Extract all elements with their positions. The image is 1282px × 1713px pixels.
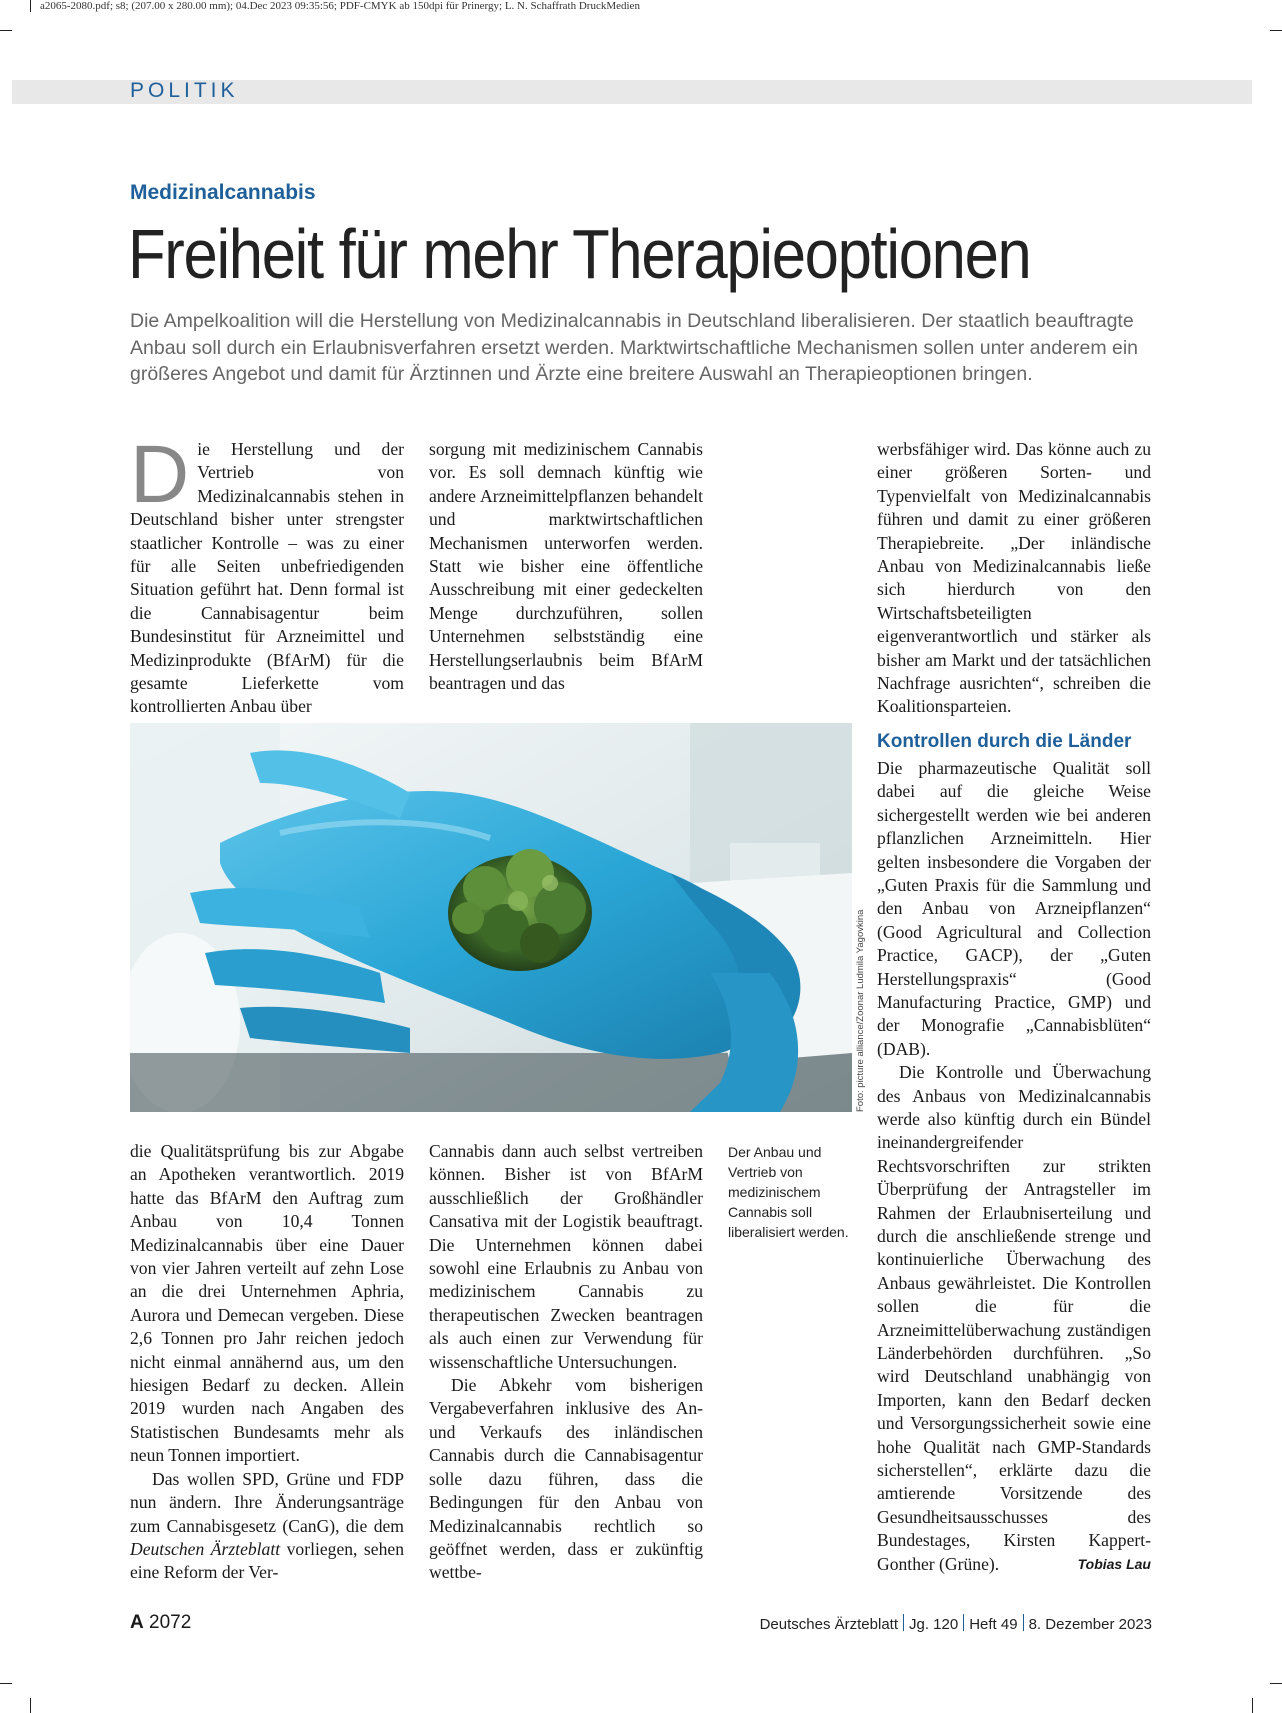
gloved-hand-cannabis-image xyxy=(130,723,852,1112)
print-slug: a2065-2080.pdf; s8; (207.00 x 280.00 mm); 04.Dec 2023 09:35:56; PDF-CMYK ab 150dpi für Prinergy; L. N. Schaffrath DruckMedien xyxy=(40,0,640,12)
crop-mark xyxy=(1252,1698,1253,1713)
journal-issue: Heft 49 xyxy=(969,1616,1018,1633)
column-2-top xyxy=(429,438,703,695)
crop-mark xyxy=(0,1683,12,1684)
page-number-value: 2072 xyxy=(149,1612,192,1633)
footer-separator xyxy=(1023,1614,1024,1631)
article-kicker: Medizinalcannabis xyxy=(130,181,316,204)
crop-mark xyxy=(30,0,31,12)
body-text: Das wollen SPD, Grüne und FDP nun ändern. Ihre Änderungsanträge zum Cannabisgesetz (CanG), die dem xyxy=(130,1468,404,1536)
section-label: POLITIK xyxy=(130,79,239,102)
photo-credit: Foto: picture alliance/Zoonar Ludmila Yagovkina xyxy=(855,909,866,1112)
body-paragraph: werbsfähiger wird. Das könne auch zu einer größeren Sorten- und Typenvielfalt von Medizinalcannabis führen und damit zu einer größeren Therapiebreite. „Der inländische Anbau von Medizinalcannabis ließe sich hierdurch von den Wirtschaftsbeteiligten eigenverantwortlich und stärker als bisher am Markt und der tatsächlichen Nachfrage ausrichten“, schreiben die Koalitionsparteien. xyxy=(877,439,1151,717)
issue-date: 8. Dezember 2023 xyxy=(1028,1616,1152,1633)
body-paragraph: Die pharmazeutische Qualität soll dabei auf die gleiche Weise sichergestellt werden wie bei anderen pflanzlichen Arzneimitteln. Hier gelten insbesondere die Vorgaben der „Guten Praxis für die Sammlung und den Anbau von Arzneipflanzen“ (Good Agricultural and Collection Practice, GACP), der „Guten Herstellungspraxis“ (Good Manufacturing Practice, GMP) und der Monografie „Cannabisblüten“ (DAB). xyxy=(877,757,1151,1059)
body-paragraph: die Qualitätsprüfung bis zur Abgabe an Apotheken verantwortlich. 2019 hatte das BfArM den Auftrag zum Anbau von 10,4 Tonnen Medizinalcannabis über eine Dauer von vier Jahren verteilt auf zehn Lose an die drei Unternehmen Aphria, Aurora und Demecan vergeben. Diese 2,6 Tonnen pro Jahr reichen jedoch nicht einmal annähernd aus, um den hiesigen Bedarf zu decken. Allein 2019 wurden nach Angaben des Statistischen Bundesamts mehr als neun Tonnen importiert. xyxy=(130,1141,404,1466)
journal-volume: Jg. 120 xyxy=(909,1616,959,1633)
body-paragraph xyxy=(130,1468,404,1585)
footer-separator xyxy=(903,1614,904,1631)
column-1-top xyxy=(130,429,404,719)
article-lead: Die Ampelkoalition will die Herstellung von Medizinalcannabis in Deutschland liberalisieren. Der staatlich beauftragte Anbau soll durch ein Erlaubnisverfahren ersetzt werden. Marktwirtschaftliche Mechanismen sollen unter anderem ein größeres Angebot und damit für Ärztinnen und Ärzte eine breitere Auswahl an Therapieoptionen bringen. xyxy=(130,310,1139,385)
body-text: Die Kontrolle und Überwachung des Anbaus von Medizinalcannabis werde also künftig durch ein Bündel ineinandergreifender Rechtsvorschriften zur strikten Überprüfung der Antragsteller im Rahmen der Erlaubniserteilung und durch die anschließende strenge und kontinuierliche Überwachung des Anbaus gewährleistet. Die Kontrollen sollen die für die Arzneimittelüberwachung zuständigen Länderbehörden durchführen. „So wird Deutschland unabhängig von Importen, kann den Bedarf decken und Versorgungssicherheit sowie eine hohe Qualität nach GMP-Standards sicherstellen“, erklärte dazu die amtierende Vorsitzende des Gesundheitsausschusses des Bundestages, Kirsten Kappert-Gonther (Grüne). xyxy=(877,1062,1151,1574)
body-text: vorliegen, sehen eine Reform der Ver- xyxy=(130,1538,404,1583)
article-photo xyxy=(130,723,852,1112)
body-paragraph: Die Abkehr vom bisherigen Vergabeverfahren inklusive des An- und Verkaufs des inländischen Cannabis durch die Cannabisagentur solle dazu führen, dass die Bedingungen für den Anbau von Medizinalcannabis rechtlich so geöffnet werden, dass er zukünftig wettbe- xyxy=(429,1375,703,1583)
column-3 xyxy=(877,438,1151,1576)
crop-mark xyxy=(1270,30,1282,31)
body-paragraph xyxy=(877,1061,1151,1576)
crop-mark xyxy=(0,30,12,31)
subheading: Kontrollen durch die Länder xyxy=(877,730,1132,752)
footer-separator xyxy=(963,1614,964,1631)
body-paragraph xyxy=(130,429,404,719)
page-prefix: A xyxy=(130,1612,144,1633)
body-paragraph: Cannabis dann auch selbst vertreiben können. Bisher ist von BfArM ausschließlich der Großhändler Cansativa mit der Logistik beauftragt. Die Unternehmen können dabei sowohl eine Erlaubnis zu Anbau von medizinischem Cannabis zu therapeutischen Zwecken beantragen als auch einen zur Verwendung für wissenschaftliche Untersuchungen. xyxy=(429,1141,703,1372)
body-paragraph: sorgung mit medizinischem Cannabis vor. Es soll demnach künftig wie andere Arzneimittelpflanzen behandelt und marktwirtschaftlichen Mechanismen unterworfen werden. Statt wie bisher eine öffentliche Ausschreibung mit einer gedeckelten Menge durchzuführen, sollen Unternehmen selbstständig eine Herstellungserlaubnis beim BfArM beantragen und das xyxy=(429,439,703,694)
drop-cap: D xyxy=(130,429,190,520)
photo-caption: Der Anbau und Vertrieb von medizinischem Cannabis soll liberalisiert werden. xyxy=(728,1144,849,1240)
journal-reference: Deutschen Ärzteblatt xyxy=(130,1538,281,1559)
article-headline: Freiheit für mehr Therapieoptionen xyxy=(128,215,1031,293)
column-1-bottom xyxy=(130,1140,404,1585)
journal-name: Deutsches Ärzteblatt xyxy=(759,1616,898,1633)
column-2-bottom xyxy=(429,1140,703,1585)
footer-info xyxy=(760,1614,1152,1633)
crop-mark xyxy=(1270,1683,1282,1684)
intro-text: ie Herstellung und der Vertrieb von Medizinalcannabis stehen in Deutschland bisher unter strengster staatlicher Kontrolle – was zu einer für alle Seiten unbefriedigenden Situation geführt hat. Denn formal ist die Cannabisagentur beim Bundesinstitut für Arzneimittel und Medizinprodukte (BfArM) für die gesamte Lieferkette vom kontrollierten Anbau über xyxy=(130,439,404,717)
author-byline: Tobias Lau xyxy=(1077,1555,1151,1572)
page-number xyxy=(130,1612,191,1634)
crop-mark xyxy=(30,1698,31,1713)
